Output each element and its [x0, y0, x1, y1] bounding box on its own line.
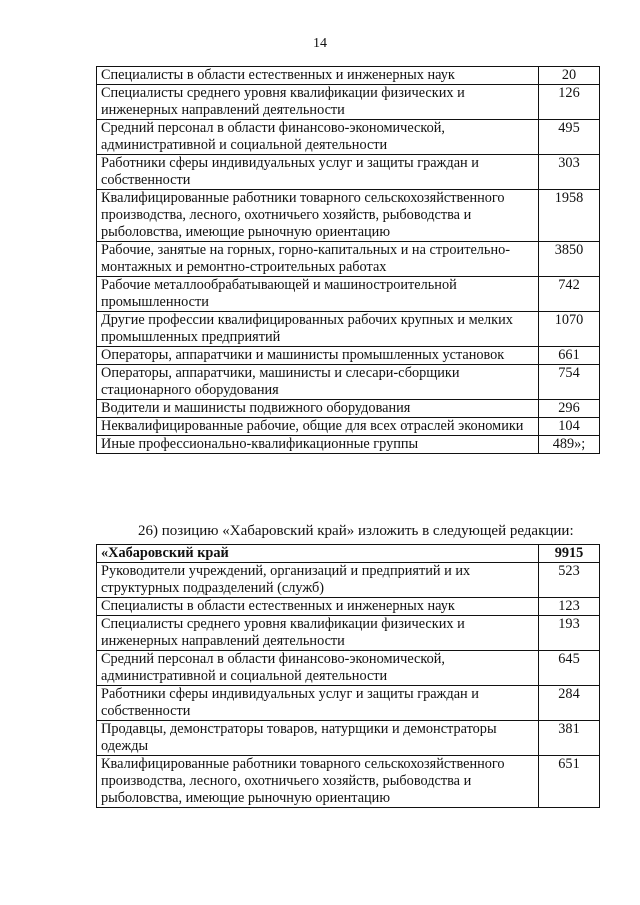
row-label: Квалифицированные работники товарного сельскохозяйственного производства, лесного, охотничьего хозяйств, рыбоводства и рыболовства, имеющие рыночную ориентацию: [97, 756, 539, 808]
table-row: [97, 155, 600, 190]
table-row: [97, 242, 600, 277]
row-value: 123: [539, 598, 600, 616]
row-value: 523: [539, 563, 600, 598]
row-label: Работники сферы индивидуальных услуг и защиты граждан и собственности: [97, 686, 539, 721]
table-row: [97, 277, 600, 312]
row-value: 742: [539, 277, 600, 312]
table-row: [97, 436, 600, 454]
table-row: [97, 563, 600, 598]
table-row: [97, 616, 600, 651]
region-header-row: [97, 545, 600, 563]
region-name: «Хабаровский край: [97, 545, 539, 563]
table-row: [97, 365, 600, 400]
row-value: 381: [539, 721, 600, 756]
row-label: Другие профессии квалифицированных рабочих крупных и мелких промышленных предприятий: [97, 312, 539, 347]
table-row: [97, 312, 600, 347]
row-value: 126: [539, 85, 600, 120]
region-total: 9915: [539, 545, 600, 563]
table-row: [97, 347, 600, 365]
table-row: [97, 85, 600, 120]
row-value: 3850: [539, 242, 600, 277]
table-row: [97, 120, 600, 155]
row-value: 489»;: [539, 436, 600, 454]
row-value: 754: [539, 365, 600, 400]
table-row: [97, 400, 600, 418]
row-label: Специалисты в области естественных и инженерных наук: [97, 598, 539, 616]
table-row: [97, 190, 600, 242]
row-value: 296: [539, 400, 600, 418]
row-label: Квалифицированные работники товарного сельскохозяйственного производства, лесного, охотничьего хозяйств, рыбоводства и рыболовства, имеющие рыночную ориентацию: [97, 190, 539, 242]
row-label: Операторы, аппаратчики и машинисты промышленных установок: [97, 347, 539, 365]
row-value: 284: [539, 686, 600, 721]
row-label: Специалисты среднего уровня квалификации физических и инженерных направлений деятельности: [97, 85, 539, 120]
row-label: Специалисты среднего уровня квалификации физических и инженерных направлений деятельности: [97, 616, 539, 651]
row-label: Специалисты в области естественных и инженерных наук: [97, 67, 539, 85]
row-label: Водители и машинисты подвижного оборудования: [97, 400, 539, 418]
row-label: Операторы, аппаратчики, машинисты и слесари-сборщики стационарного оборудования: [97, 365, 539, 400]
row-value: 661: [539, 347, 600, 365]
row-label: Средний персонал в области финансово-экономической, административной и социальной деятельности: [97, 120, 539, 155]
row-label: Средний персонал в области финансово-экономической, административной и социальной деятельности: [97, 651, 539, 686]
table-row: [97, 721, 600, 756]
row-label: Рабочие, занятые на горных, горно-капитальных и на строительно-монтажных и ремонтно-строительных работах: [97, 242, 539, 277]
page-number: 14: [313, 36, 327, 51]
table-row: [97, 67, 600, 85]
row-label: Неквалифицированные рабочие, общие для всех отраслей экономики: [97, 418, 539, 436]
occupation-table-continued: [96, 66, 600, 454]
table1-body: [97, 67, 600, 454]
table-row: [97, 598, 600, 616]
row-value: 495: [539, 120, 600, 155]
row-value: 651: [539, 756, 600, 808]
table-row: [97, 418, 600, 436]
row-value: 1958: [539, 190, 600, 242]
table2-body: [97, 545, 600, 808]
amendment-instruction: 26) позицию «Хабаровский край» изложить в следующей редакции:: [138, 523, 574, 539]
row-value: 104: [539, 418, 600, 436]
table-row: [97, 686, 600, 721]
row-value: 1070: [539, 312, 600, 347]
row-value: 193: [539, 616, 600, 651]
row-value: 645: [539, 651, 600, 686]
khabarovsk-table: [96, 544, 600, 808]
row-value: 303: [539, 155, 600, 190]
table-row: [97, 756, 600, 808]
row-label: Работники сферы индивидуальных услуг и защиты граждан и собственности: [97, 155, 539, 190]
table-row: [97, 651, 600, 686]
row-label: Иные профессионально-квалификационные группы: [97, 436, 539, 454]
row-value: 20: [539, 67, 600, 85]
row-label: Рабочие металлообрабатывающей и машиностроительной промышленности: [97, 277, 539, 312]
row-label: Руководители учреждений, организаций и предприятий и их структурных подразделений (служб): [97, 563, 539, 598]
row-label: Продавцы, демонстраторы товаров, натурщики и демонстраторы одежды: [97, 721, 539, 756]
